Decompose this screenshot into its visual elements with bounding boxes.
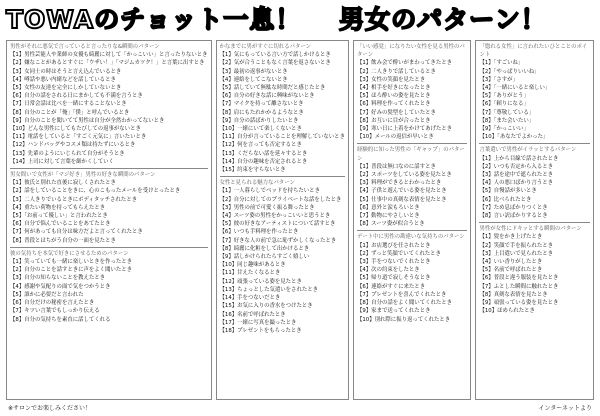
list-item: 【4】相手を好きになったとき xyxy=(356,85,431,92)
list-item: 【6】意外と涙もろいとき xyxy=(356,204,420,211)
section-heading: 男女間いで女性が「マジ好き」男性の好きな瞬間のパターン xyxy=(10,172,156,179)
list-item: 【15】約束を守らないとき xyxy=(219,167,286,174)
list-item: 【13】ちょっとした気遣いをされたとき xyxy=(219,286,319,293)
list-item: 【3】二人きりでいるときにボディタッチされたとき xyxy=(10,196,137,203)
list-item: 【3】女性の笑顔を見たとき xyxy=(356,76,426,83)
list-item: 【5】「お前って優しい」と言われたとき xyxy=(10,213,108,220)
list-item: 【10】別れ際に振り返ってくれたとき xyxy=(356,316,451,323)
list-item: 【2】いつも否定から入るとき xyxy=(479,163,553,170)
list-item: 【10】「あなたでよかった」 xyxy=(479,134,549,141)
list-item: 【1】普段は無口なのに話すとき xyxy=(356,163,436,170)
footer-right: インターネットより xyxy=(538,405,592,412)
list-item: 【5】名前で呼ばれたとき xyxy=(479,267,543,274)
list-item: 【10】同じ趣味があるとき xyxy=(219,262,286,269)
page-title xyxy=(6,3,594,37)
list-item: 【7】何があっても自分は味方だよと言ってくれたとき xyxy=(10,229,143,236)
list-item: 【6】料理を作ってくれたとき xyxy=(356,101,431,108)
list-item: 【4】次の約束をしたとき xyxy=(356,267,420,274)
list-item: 【9】話しかけられたらすごく嬉しい xyxy=(219,254,310,261)
list-item: 【7】プレゼントを喜んでくれたとき xyxy=(356,291,447,298)
list-item: 【7】ふとした瞬間に触れたとき xyxy=(479,283,559,290)
list-item: 【9】頑張っている姿を見たとき xyxy=(479,300,559,307)
list-item: 【6】自分で悩んでいることをあてたとき xyxy=(10,221,111,228)
list-item: 【4】子供と遊んでいる姿を見たとき xyxy=(356,188,447,195)
list-item: 【1】笑っていても一緒に楽しいときを作ったとき xyxy=(10,259,133,266)
list-item: 【18】プレゼントをもらったとき xyxy=(219,327,302,334)
list-item: 【8】自分のことが「俺」「僕」と呼んでいるとき xyxy=(10,109,130,116)
list-item: 【7】ため息ばかりつくとき xyxy=(479,204,548,211)
section-divider xyxy=(10,247,208,248)
list-item: 【8】自分の話をよく聞いてくれたとき xyxy=(356,300,453,307)
list-item: 【8】言い訳ばかりするとき xyxy=(479,213,548,220)
list-item: 【5】仕事中の真剣な表情を見たとき xyxy=(356,196,447,203)
list-item: 【5】「ありがとう」 xyxy=(479,93,529,100)
list-item: 【11】電話をしていると「すごく元気に」言いたいとき xyxy=(10,134,147,141)
list-item: 【7】日常会話は比べを一緒にすることないとき xyxy=(10,101,127,108)
list-item: 【3】料理ができるとわかったとき xyxy=(356,180,442,187)
list-item: 【2】「やっぱりいいね」 xyxy=(479,68,540,75)
list-item: 【10】どんな男性にしてもたびしての返事がないとき xyxy=(10,126,141,133)
text-column-2 xyxy=(216,40,349,400)
list-item: 【1】気にもっている言い方で話しかけるとき xyxy=(219,52,331,59)
list-item: 【13】くだらない話を延々するとき xyxy=(219,150,308,157)
text-column-3 xyxy=(353,40,472,400)
list-item: 【7】好きな人の前で急に恥ずかしくなったとき xyxy=(219,237,337,244)
section-heading: かなまでに男がすぐに切れるパターン xyxy=(219,44,312,50)
list-item: 【11】甘えたくなるとき xyxy=(219,270,281,277)
list-item: 【5】自慢話が多いとき xyxy=(479,188,537,195)
list-item: 【3】最初の返事がないとき xyxy=(219,68,288,75)
title-sub: 男女のパターン！ xyxy=(339,5,547,34)
list-item: 【7】マイクを持って離さないとき xyxy=(219,101,304,108)
list-item: 【8】「また会いたい」 xyxy=(479,117,535,124)
section-divider xyxy=(357,143,468,144)
section-heading: 男性がそれに悪気で言っていると言ったりな&瞬間のパターン xyxy=(10,44,160,50)
list-item: 【7】キツい言葉でもしっかり伝える xyxy=(10,308,100,315)
list-item: 【2】気が合うこともなく言葉を返さないとき xyxy=(219,60,331,67)
list-item: 【4】感謝や気配りの面で気をつかうとき xyxy=(10,283,111,290)
list-item: 【5】話していて無駄な時間だと感じたとき xyxy=(219,85,326,92)
list-item: 【2】自分に対してのプライベートな話をしたとき xyxy=(219,196,342,203)
list-item: 【2】二人きりで話しているとき xyxy=(356,68,436,75)
list-item: 【3】「さすが」 xyxy=(479,76,518,83)
list-item: 【8】肩にもたれかかるようなとき xyxy=(219,109,304,116)
text-column-4 xyxy=(475,40,594,400)
list-item: 【5】誰かに必要だと言われた xyxy=(10,291,84,298)
footer-left: ※サロンでお楽しみください！ xyxy=(8,405,92,412)
list-item: 【4】「一緒にいると楽しい」 xyxy=(479,85,551,92)
list-item: 【4】人の悪口ばかり言うとき xyxy=(479,180,553,187)
list-item: 【7】「尊敬している」 xyxy=(479,109,535,116)
list-item: 【14】上司に対して言葉を細かくしていく xyxy=(10,158,114,165)
list-item: 【4】連絡をしてこないとき xyxy=(219,76,288,83)
list-item: 【8】スーツ姿が似合うとき xyxy=(356,221,425,228)
list-item: 【1】上から目線で話されたとき xyxy=(479,155,559,162)
list-item: 【2】自分のことを話すときに声をよく聞いたとき xyxy=(10,267,133,274)
list-item: 【4】噂話や悪い内緒などを話しているとき xyxy=(10,76,116,83)
section-divider xyxy=(220,176,345,177)
list-item: 【6】自分の好きな話に興味がないとき xyxy=(219,93,315,100)
list-item: 【2】話をしていることをきに、心のこもったメールを受けとったとき xyxy=(10,188,181,195)
list-item: 【6】いつも手料理を作ったとき xyxy=(219,229,299,236)
list-item: 【8】綺麗に化粧をして出かけるとき xyxy=(219,245,310,252)
section-heading: 女性と見られる魅力なパターン xyxy=(219,180,295,187)
section-heading: デート中に男性の勘違いな気持ちのパターン xyxy=(356,234,465,241)
list-item: 【1】「すごいね」 xyxy=(479,60,524,67)
list-item: 【15】お気に入りの香水をつけたとき xyxy=(219,303,313,310)
list-item: 【8】真剣な表情を見たとき xyxy=(479,291,548,298)
section-heading: 彼の気持ちを本気で好きにさせるためのパターン xyxy=(10,250,129,257)
list-item: 【5】ほろ酔いの姿を見たとき xyxy=(356,93,431,100)
list-item: 【4】スーツ姿の男性をかっこいいと思うとき xyxy=(219,213,331,220)
section-heading: 「いい感覚」になりたい女性を見る男性のパターン xyxy=(356,44,465,59)
section-divider xyxy=(479,143,590,144)
section-heading: 「惚れる女性」に言われたいひとことのポイント xyxy=(479,44,588,59)
list-item: 【8】自分の気持ちを素直に話してくれる xyxy=(10,316,111,323)
list-item: 【6】自分だけの秘密を言えたとき xyxy=(10,300,95,307)
list-item: 【14】手をつないだとき xyxy=(219,295,281,302)
section-heading: 言葉遣いで男性がイラッとするパターン xyxy=(479,147,577,154)
section-heading: 経験的に知った男性の「ギャップ」のパターン xyxy=(356,147,465,162)
list-item: 【1】一人暮らしでベッドを持ちたいとき xyxy=(219,188,320,195)
list-item: 【1】男性芸能人や業師の女優も綺麗に対して「かっこいい」と言ったりないとき xyxy=(10,52,208,59)
list-item: 【6】比べられたとき xyxy=(479,196,532,203)
list-item: 【3】話を途中で遮られたとき xyxy=(479,172,553,179)
title-main: TOWAのチョット一息！ xyxy=(6,5,302,34)
list-item: 【10】メールの返信が早いとき xyxy=(356,134,434,141)
list-item: 【10】一緒にいて楽しくないとき xyxy=(219,126,302,133)
list-item: 【12】何を言っても否定するとき xyxy=(219,142,302,149)
list-item: 【9】自分の話ばかりしたいとき xyxy=(219,117,299,124)
list-item: 【13】先輩のようにいじられて自分がそうとき xyxy=(10,150,125,157)
list-item: 【6】自分の話をされる日にまかしても不満を言うとき xyxy=(10,93,143,100)
section-divider xyxy=(479,222,590,223)
list-item: 【7】動物にやさしいとき xyxy=(356,213,420,220)
list-item: 【6】普段と違う服装を見たとき xyxy=(479,275,559,282)
section-divider xyxy=(357,230,468,231)
list-item: 【8】普段とはちがう自分の一面を見たとき xyxy=(10,237,116,244)
list-item: 【2】スポーツをしている姿を見たとき xyxy=(356,172,452,179)
list-item: 【2】嫌なことがあるとすぐに「ウザい！」「マジムカツク！」と言葉に出すとき xyxy=(10,60,205,67)
list-item: 【12】頑張っている姿を見たとき xyxy=(219,278,302,285)
list-item: 【9】家まで送ってくれたとき xyxy=(356,308,431,315)
columns xyxy=(6,40,594,400)
list-item: 【3】女同士の時はそうと言え込んでいるとき xyxy=(10,68,122,75)
list-item: 【6】「頼りになる」 xyxy=(479,101,529,108)
list-item: 【5】彼の好きなアーティストについて話すとき xyxy=(219,221,336,228)
section-heading: 男性が女性にドキッとする瞬間のパターン xyxy=(479,226,582,233)
list-item: 【17】一緒に写真を撮ったとき xyxy=(219,319,297,326)
list-item: 【9】寒い日に上着をかけてあげたとき xyxy=(356,126,453,133)
list-item: 【5】女性の友達を完全にしかしていないとき xyxy=(10,85,122,92)
list-item: 【12】ハンドバッグやコスメ類は持たずにいるとき xyxy=(10,142,136,149)
list-item: 【3】男性の前で可愛く振る舞ったとき xyxy=(219,204,315,211)
list-item: 【8】お互いに目が合ったとき xyxy=(356,117,431,124)
list-item: 【1】髪をかき上げたとき xyxy=(479,234,543,241)
list-item: 【4】いい香りがしたとき xyxy=(479,259,543,266)
list-item: 【5】帰り道で寂しそうなとき xyxy=(356,275,431,282)
list-item: 【7】好みの髪型をしていたとき xyxy=(356,109,436,116)
list-item: 【11】自分が言っていることを理解していないとき xyxy=(219,134,345,141)
list-item: 【14】自分の趣味を否定されるとき xyxy=(219,158,308,165)
list-item: 【10】ほめられたとき xyxy=(479,308,535,315)
list-item: 【3】上目遣いで見られたとき xyxy=(479,250,553,257)
list-item: 【4】重たい荷物を持ってもらえたとき xyxy=(10,204,106,211)
list-item: 【1】飲み会で酔いがまわってきたとき xyxy=(356,60,452,67)
list-item: 【16】名前で呼ばれたとき xyxy=(219,311,286,318)
list-item: 【9】自分のことを聞いてて男性は自分が全然わかってないとき xyxy=(10,117,165,124)
list-item: 【3】自分の知らないことを教えたとき xyxy=(10,275,106,282)
text-column-1 xyxy=(6,40,212,400)
list-item: 【2】笑顔で手を振られたとき xyxy=(479,242,553,249)
list-item: 【3】手をつないでくれたとき xyxy=(356,259,431,266)
list-item: 【2】ずっと笑顔でいてくれたとき xyxy=(356,250,441,257)
list-item: 【1】彼氏と別れた直後に寂しくされたとき xyxy=(10,180,116,187)
section-divider xyxy=(10,168,208,169)
list-item: 【1】お店選びを任されたとき xyxy=(356,242,431,249)
list-item: 【6】連絡がすぐに来たとき xyxy=(356,283,426,290)
list-item: 【9】「かっこいい」 xyxy=(479,126,529,133)
